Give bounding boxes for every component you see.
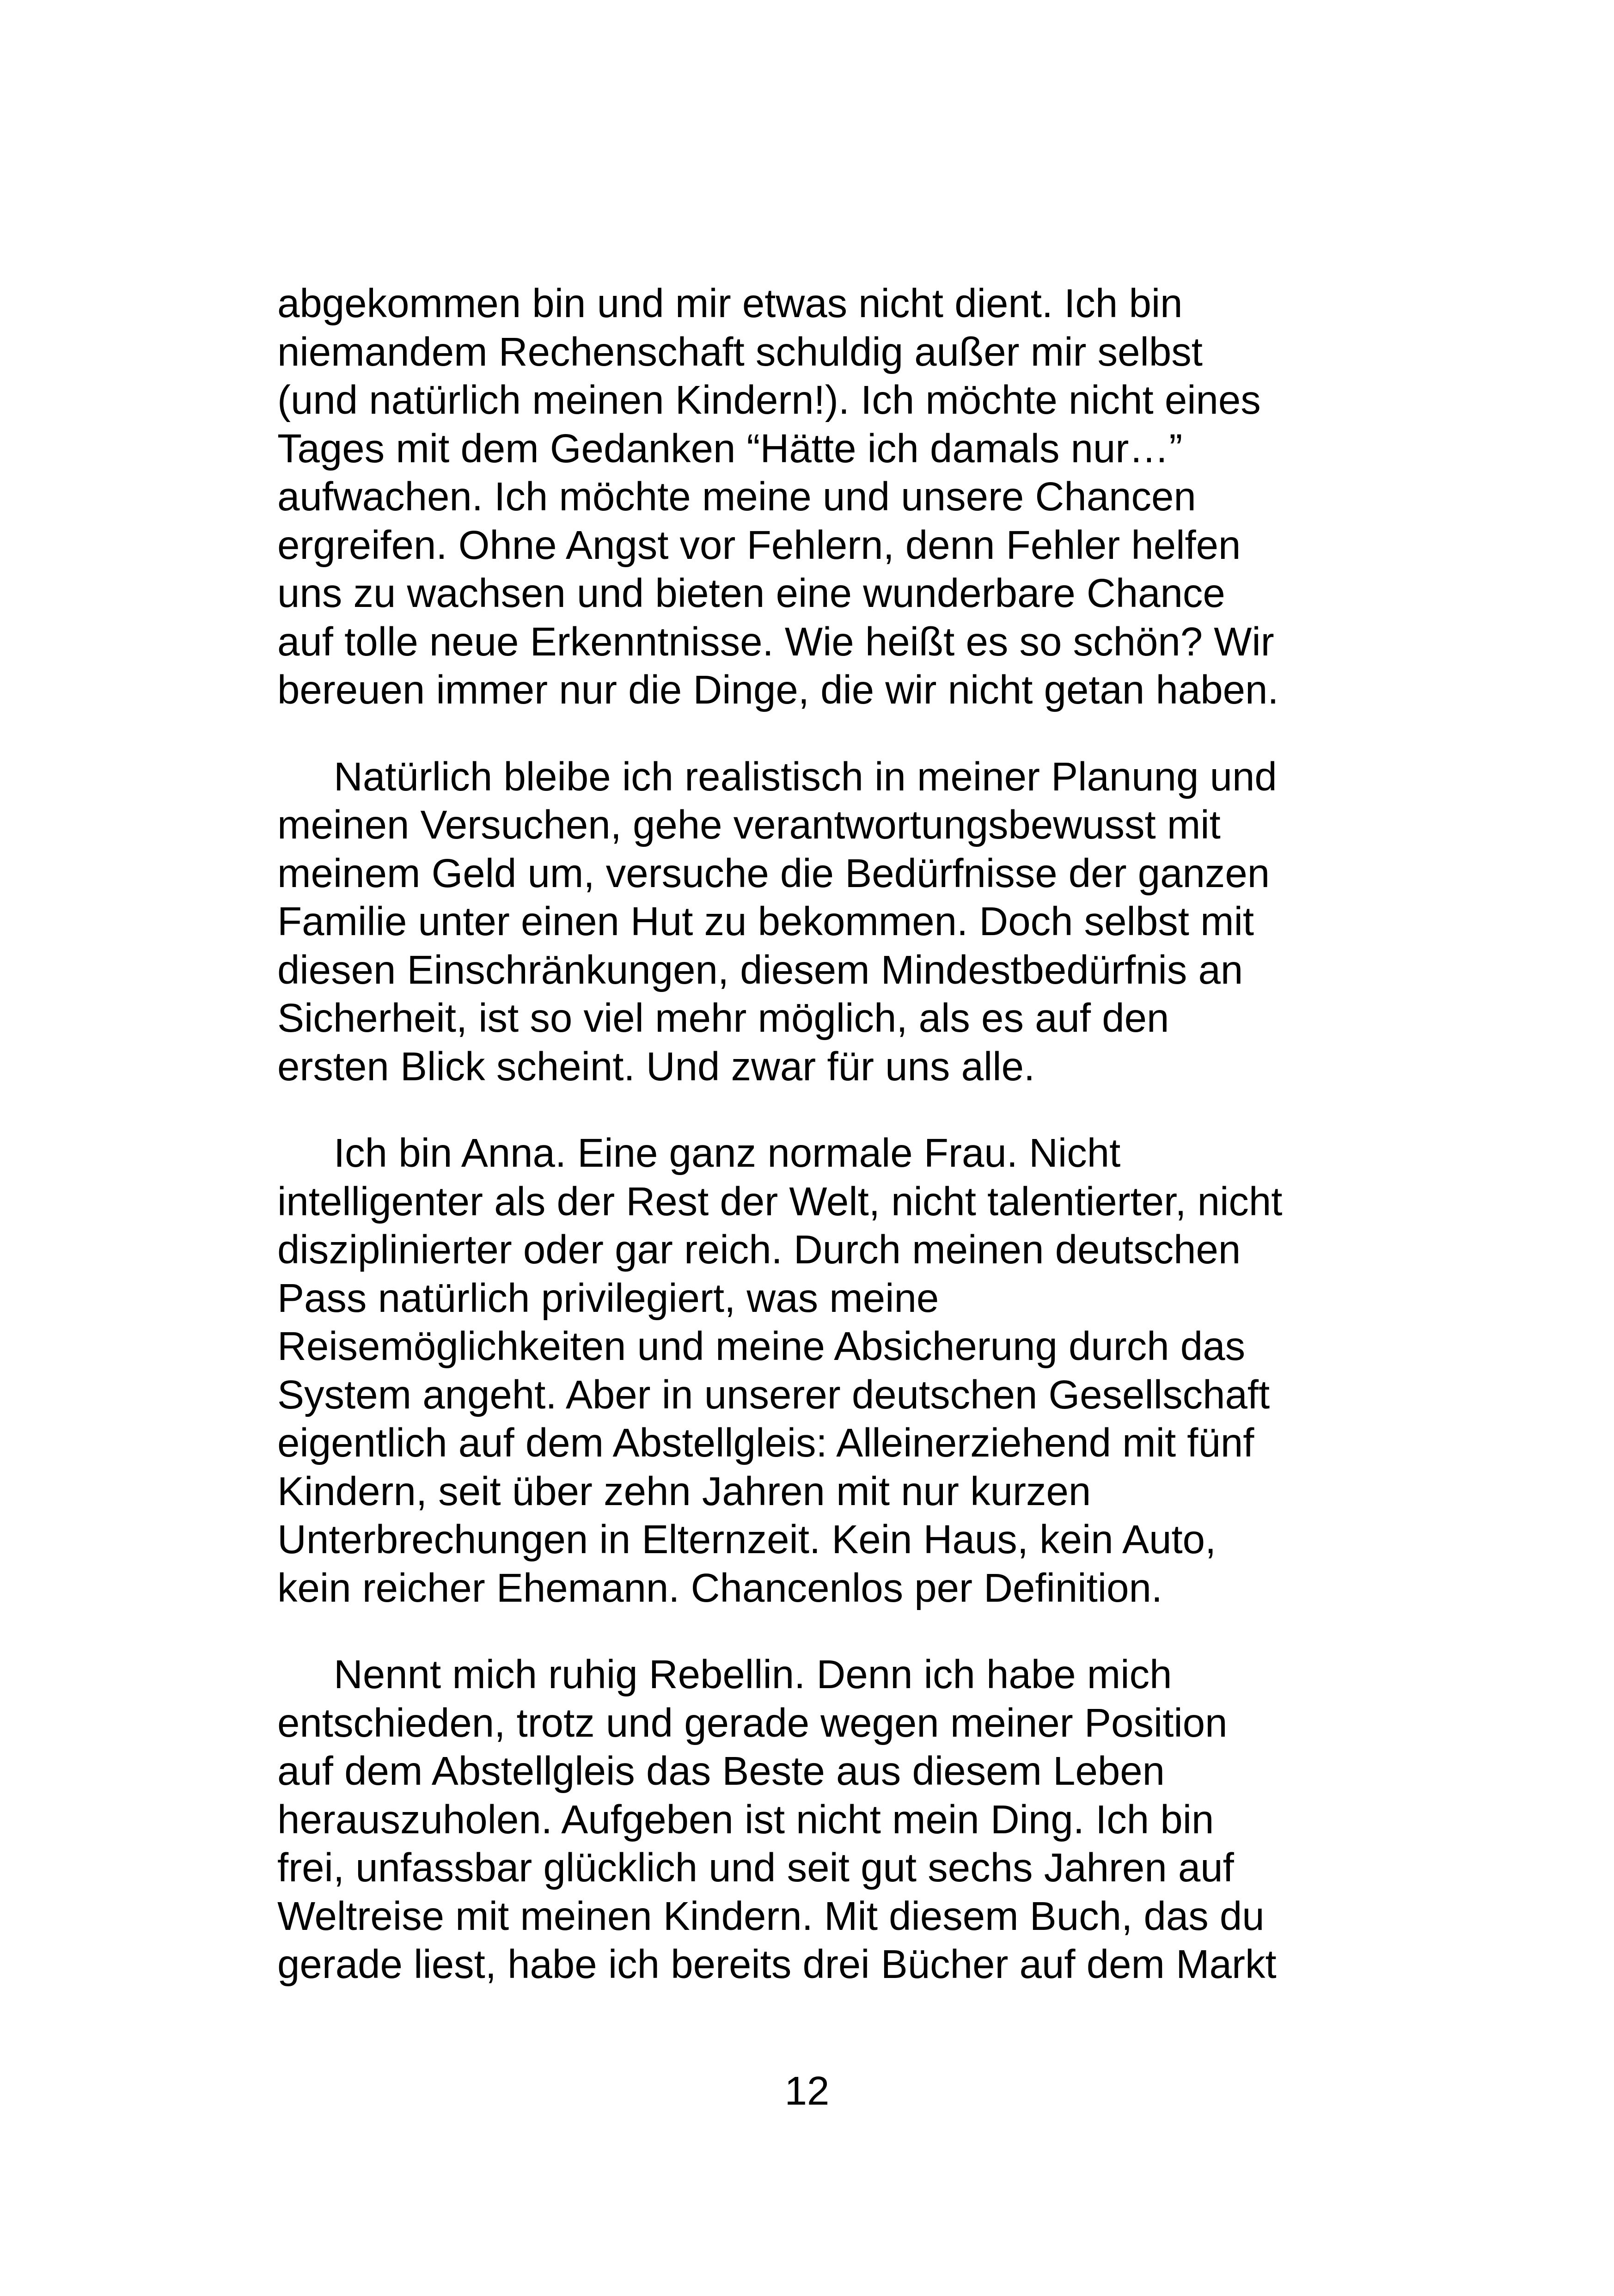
text-line: Pass natürlich privilegiert, was meine xyxy=(277,1275,939,1321)
text-line: gerade liest, habe ich bereits drei Bücher auf dem Markt xyxy=(277,1942,1277,1987)
text-line: Nennt mich ruhig Rebellin. Denn ich habe mich xyxy=(334,1652,1172,1697)
text-line: frei, unfassbar glücklich und seit gut sechs Jahren auf xyxy=(277,1845,1234,1890)
text-line: diesen Einschränkungen, diesem Mindestbedürfnis an xyxy=(277,947,1243,992)
text-line: Unterbrechungen in Elternzeit. Kein Haus, kein Auto, xyxy=(277,1517,1217,1562)
text-line: auf tolle neue Erkenntnisse. Wie heißt es so schön? Wir xyxy=(277,619,1274,664)
text-line: herauszuholen. Aufgeben ist nicht mein Ding. Ich bin xyxy=(277,1797,1214,1842)
text-line: intelligenter als der Rest der Welt, nicht talentierter, nicht xyxy=(277,1179,1283,1224)
text-line: eigentlich auf dem Abstellgleis: Alleinerziehend mit fünf xyxy=(277,1420,1254,1465)
paragraph xyxy=(277,280,1396,715)
text-line: Kindern, seit über zehn Jahren mit nur kurzen xyxy=(277,1469,1091,1514)
text-line: Familie unter einen Hut zu bekommen. Doch selbst mit xyxy=(277,899,1254,944)
text-line: Reisemöglichkeiten und meine Absicherung durch das xyxy=(277,1324,1246,1369)
text-line: System angeht. Aber in unserer deutschen Gesellschaft xyxy=(277,1372,1270,1417)
text-line: entschieden, trotz und gerade wegen meiner Position xyxy=(277,1700,1228,1745)
paragraph xyxy=(277,1651,1396,1989)
text-line: ersten Blick scheint. Und zwar für uns alle. xyxy=(277,1044,1035,1089)
text-line: abgekommen bin und mir etwas nicht dient. Ich bin xyxy=(277,281,1183,326)
text-line: Ich bin Anna. Eine ganz normale Frau. Nicht xyxy=(334,1131,1121,1176)
page-number: 12 xyxy=(784,2069,830,2113)
text-line: (und natürlich meinen Kindern!). Ich möchte nicht eines xyxy=(277,378,1261,422)
text-line: aufwachen. Ich möchte meine und unsere Chancen xyxy=(277,474,1196,519)
text-line: bereuen immer nur die Dinge, die wir nicht getan haben. xyxy=(277,667,1279,712)
text-line: kein reicher Ehemann. Chancenlos per Definition. xyxy=(277,1565,1163,1610)
text-line: meinen Versuchen, gehe verantwortungsbewusst mit xyxy=(277,802,1221,847)
body-text xyxy=(277,280,1396,2027)
text-line: Sicherheit, ist so viel mehr möglich, als es auf den xyxy=(277,996,1169,1041)
text-line: disziplinierter oder gar reich. Durch meinen deutschen xyxy=(277,1227,1241,1272)
text-line: meinem Geld um, versuche die Bedürfnisse der ganzen xyxy=(277,851,1270,896)
text-line: Tages mit dem Gedanken “Hätte ich damals nur…” xyxy=(277,426,1183,471)
text-line: uns zu wachsen und bieten eine wunderbare Chance xyxy=(277,571,1225,616)
text-line: niemandem Rechenschaft schuldig außer mir selbst xyxy=(277,329,1203,374)
paragraph xyxy=(277,1129,1396,1612)
text-line: Natürlich bleibe ich realistisch in meiner Planung und xyxy=(334,754,1277,799)
text-line: ergreifen. Ohne Angst vor Fehlern, denn Fehler helfen xyxy=(277,522,1241,568)
paragraph xyxy=(277,753,1396,1091)
text-line: auf dem Abstellgleis das Beste aus diesem Leben xyxy=(277,1749,1165,1794)
text-line: Weltreise mit meinen Kindern. Mit diesem Buch, das du xyxy=(277,1893,1265,1939)
